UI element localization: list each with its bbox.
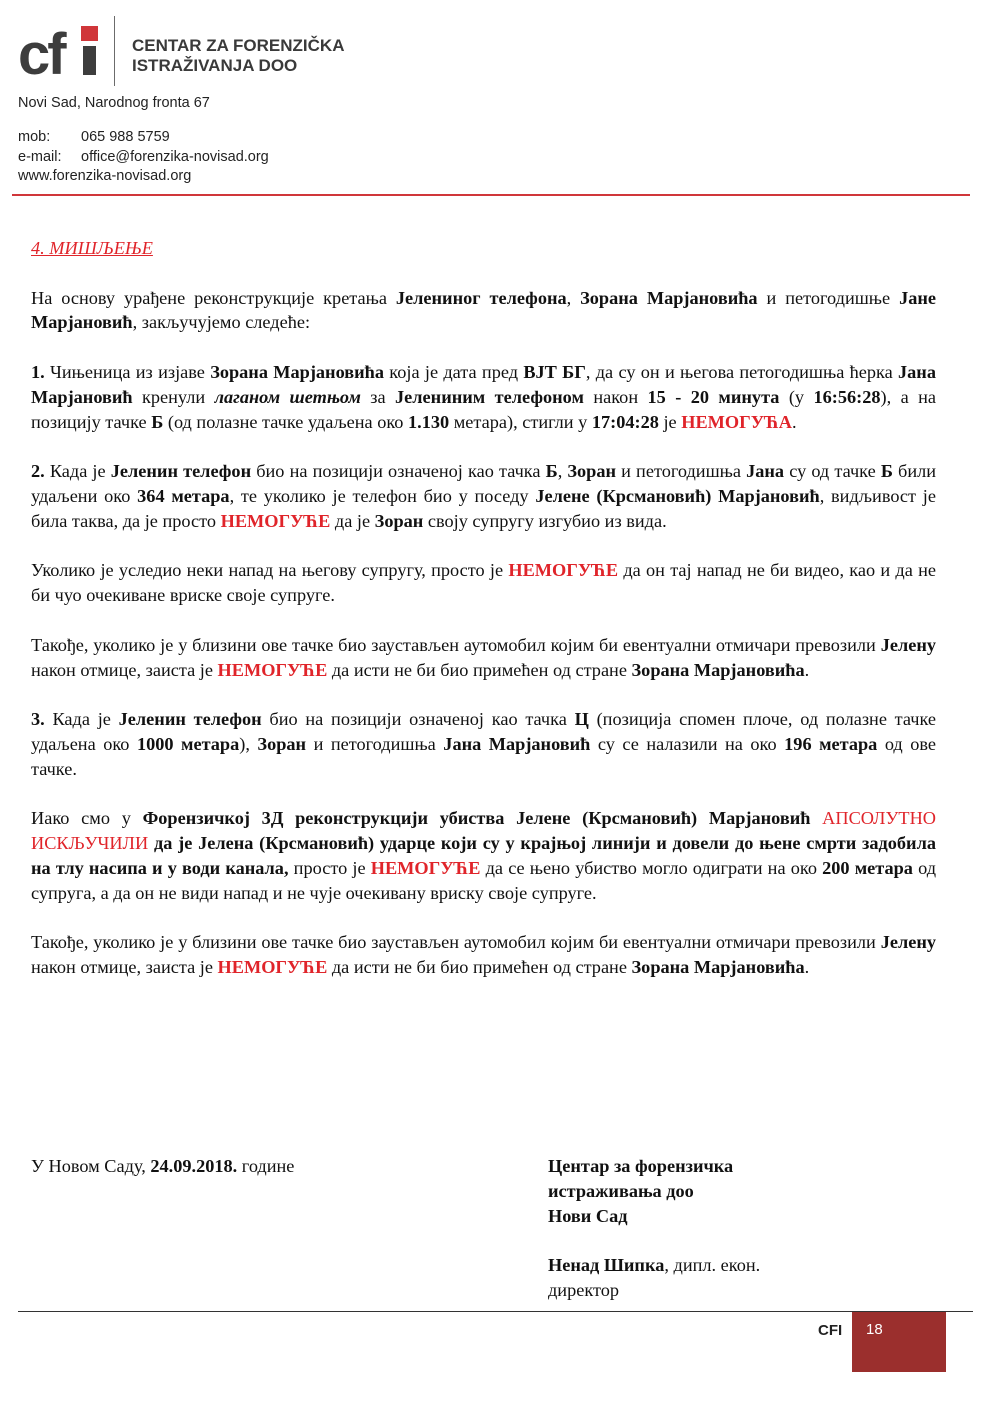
company-name-line2: ISTRAŽIVANJA DOO [132, 56, 298, 75]
mobile-row [18, 128, 269, 148]
company-contacts [18, 128, 269, 187]
place-date: У Новом Саду, 24.09.2018. године [31, 1156, 295, 1176]
footer-code: CFI [818, 1322, 843, 1339]
website-link[interactable]: www.forenzika-novisad.org [18, 168, 192, 184]
cfi-logo [18, 24, 110, 80]
email-label: e-mail: [18, 148, 62, 165]
company-name-line1: CENTAR ZA FORENZIČKA [132, 36, 345, 55]
paragraph-car-2: Такође, уколико је у близини ове тачке био заустављен аутомобил којим би евентуални отмичари превозили Јелену након отмице, заиста је НЕМОГУЋЕ да исти не би био примећен од стране Зорана Марјановића. [31, 932, 936, 978]
footer-rule [18, 1311, 973, 1312]
org-line-3: Нови Сад [548, 1205, 628, 1226]
company-address: Novi Sad, Narodnog fronta 67 [18, 95, 210, 111]
email-row [18, 148, 269, 168]
signature-block [548, 1154, 760, 1303]
paragraph-point-2: 2. Када је Јеленин телефон био на позицији означеној као тачка Б, Зоран и петогодишња Јана су од тачке Б били удаљени око 364 метара, те уколико је телефон био у поседу Јелене (Крсмановић) Марјановић, видљивост је била таква, да је просто НЕМОГУЋЕ да је Зоран своју супругу изгубио из вида. [31, 461, 937, 531]
signatory-name: Ненад Шипка, дипл. екон. [548, 1255, 761, 1276]
paragraph-attack: Уколико је уследио неки напад на његову супругу, просто је НЕМОГУЋЕ да он тај напад не би видео, као и да не би чуо очекиване вриске своје супруге. [31, 560, 936, 606]
paragraph-car-1: Такође, уколико је у близини ове тачке био заустављен аутомобил којим би евентуални отмичари превозили Јелену након отмице, заиста је НЕМОГУЋЕ да исти не би био примећен од стране Зорана Марјановића. [31, 634, 936, 680]
page-number: 18 [866, 1321, 883, 1338]
paragraph-point-1: 1. Чињеница из изјаве Зорана Марјановића која је дата пред ВЈТ БГ, да су он и његова петогодишња ћерка Јана Марјановић кренули лаганом шетњом за Јелениним телефоном након 15 - 20 минута (у 16:56:28), а на позицију тачке Б (од полазне тачке удаљена око 1.130 метара), стигли у 17:04:28 је НЕМОГУЋА. [31, 361, 937, 432]
signatory-role: директор [548, 1279, 620, 1300]
company-name [132, 36, 344, 76]
mobile-label: mob: [18, 129, 51, 145]
mobile-value: 065 988 5759 [81, 129, 170, 145]
org-line-2: истраживања доо [548, 1180, 694, 1201]
logo-divider [114, 16, 115, 86]
email-value[interactable]: office@forenzika-novisad.org [81, 148, 269, 165]
org-line-1: Центар за форензичка [548, 1156, 734, 1176]
paragraph-point-3: 3. Када је Јеленин телефон био на позицији означеној као тачка Ц (позиција спомен плоче, од полазне тачке удаљена око 1000 метара), Зоран и петогодишња Јана Марјановић су се налазили на око 196 метара од ове тачке. [31, 709, 937, 779]
header-rule [12, 194, 970, 196]
svg-text:cf: cf [18, 24, 64, 80]
paragraph-reconstruction: Иако смо у Форензичкој 3Д реконструкцији убиства Јелене (Крсмановић) Марјановић АПСОЛУТНО ИСКЉУЧИЛИ да је Јелена (Крсмановић) ударце који су у крајњој линији и довели до њене смрти задобила на тлу насипа и у води канала, просто је НЕМОГУЋЕ да се њено убиство могло одиграти на око 200 метара од супруга, а да он не види напад и не чује очекивану вриску своје супруге. [31, 808, 936, 903]
document-body [31, 236, 936, 1005]
page-number-box [852, 1312, 946, 1372]
paragraph-intro: На основу урађене реконструкције кретања Јелениног телефона, Зорана Марјановића и петогодишње Јане Марјановић, закључујемо следеће: [31, 287, 936, 333]
section-heading: 4. МИШЉЕЊЕ [31, 238, 153, 258]
